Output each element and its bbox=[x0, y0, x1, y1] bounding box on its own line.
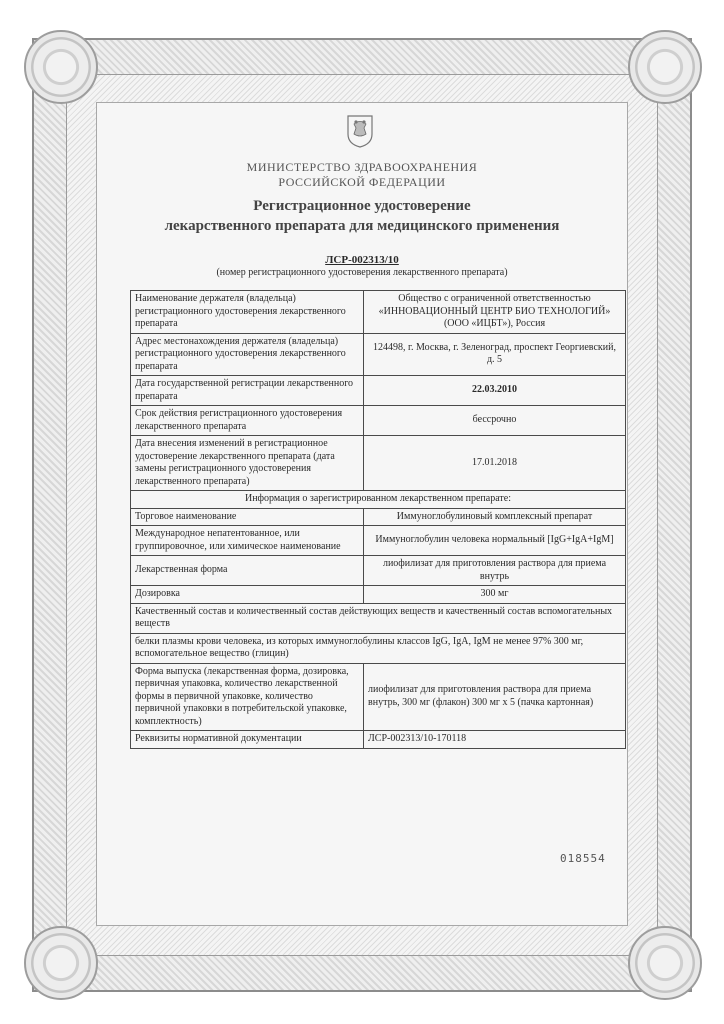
certificate-table bbox=[130, 290, 626, 749]
registration-date-value: 22.03.2010 bbox=[364, 376, 626, 406]
inn-value: Иммуноглобулин человека нормальный [IgG+IgA+IgM] bbox=[364, 526, 626, 556]
serial-number: 018554 bbox=[560, 852, 606, 865]
corner-ornament-top-right bbox=[628, 30, 702, 104]
registration-number-caption: (номер регистрационного удостоверения лекарственного препарата) bbox=[216, 267, 508, 278]
table-row bbox=[131, 663, 626, 731]
package-label: Форма выпуска (лекарственная форма, дозировка, первичная упаковка, количество лекарственной формы в первичной упаковке, количество первичной упаковки в потребительской упаковке, комплектность) bbox=[131, 663, 364, 731]
drug-info-header: Информация о зарегистрированном лекарственном препарате: bbox=[131, 491, 626, 509]
normative-doc-label: Реквизиты нормативной документации bbox=[131, 731, 364, 749]
dosage-form-label: Лекарственная форма bbox=[131, 556, 364, 586]
dosage-label: Дозировка bbox=[131, 586, 364, 604]
registration-date-label: Дата государственной регистрации лекарственного препарата bbox=[131, 376, 364, 406]
table-row bbox=[131, 376, 626, 406]
trade-name-value: Иммуноглобулиновый комплексный препарат bbox=[364, 508, 626, 526]
table-row bbox=[131, 586, 626, 604]
validity-label: Срок действия регистрационного удостоверения лекарственного препарата bbox=[131, 406, 364, 436]
table-row bbox=[131, 333, 626, 376]
normative-doc-value: ЛСР-002313/10-170118 bbox=[364, 731, 626, 749]
corner-ornament-bottom-left bbox=[24, 926, 98, 1000]
holder-value: Общество с ограниченной ответственностью «ИННОВАЦИОННЫЙ ЦЕНТР БИО ТЕХНОЛОГИЙ» (ООО «ИЦБТ»), Россия bbox=[364, 291, 626, 334]
table-row bbox=[131, 436, 626, 491]
coat-of-arms-icon bbox=[345, 114, 375, 148]
table-row bbox=[131, 406, 626, 436]
table-row bbox=[131, 491, 626, 509]
composition-label: Качественный состав и количественный состав действующих веществ и качественный состав вспомогательных веществ bbox=[131, 603, 626, 633]
document-title-line1: Регистрационное удостоверение bbox=[253, 198, 471, 214]
table-row bbox=[131, 603, 626, 633]
dosage-form-value: лиофилизат для приготовления раствора для приема внутрь bbox=[364, 556, 626, 586]
corner-ornament-bottom-right bbox=[628, 926, 702, 1000]
change-date-label: Дата внесения изменений в регистрационное удостоверение лекарственного препарата (дата замены регистрационного удостоверения лекарственного препарата) bbox=[131, 436, 364, 491]
table-row bbox=[131, 556, 626, 586]
address-value: 124498, г. Москва, г. Зеленоград, проспект Георгиевский, д. 5 bbox=[364, 333, 626, 376]
inn-label: Международное непатентованное, или группировочное, или химическое наименование bbox=[131, 526, 364, 556]
address-label: Адрес местонахождения держателя (владельца) регистрационного удостоверения лекарственного препарата bbox=[131, 333, 364, 376]
dosage-value: 300 мг bbox=[364, 586, 626, 604]
validity-value: бессрочно bbox=[364, 406, 626, 436]
composition-value: белки плазмы крови человека, из которых иммуноглобулины классов IgG, IgA, IgM не менее 97% 300 мг, вспомогательное вещество (глицин) bbox=[131, 633, 626, 663]
ministry-name-line1: МИНИСТЕРСТВО ЗДРАВООХРАНЕНИЯ bbox=[246, 160, 478, 174]
trade-name-label: Торговое наименование bbox=[131, 508, 364, 526]
document-title-line2: лекарственного препарата для медицинского применения bbox=[164, 218, 560, 234]
table-row bbox=[131, 508, 626, 526]
ministry-name-line2: РОССИЙСКОЙ ФЕДЕРАЦИИ bbox=[278, 175, 446, 189]
package-value: лиофилизат для приготовления раствора для приема внутрь, 300 мг (флакон) 300 мг х 5 (пачка картонная) bbox=[364, 663, 626, 731]
corner-ornament-top-left bbox=[24, 30, 98, 104]
registration-number: ЛСР-002313/10 bbox=[325, 254, 399, 266]
change-date-value: 17.01.2018 bbox=[364, 436, 626, 491]
table-row bbox=[131, 526, 626, 556]
table-row bbox=[131, 291, 626, 334]
table-row bbox=[131, 731, 626, 749]
holder-label: Наименование держателя (владельца) регистрационного удостоверения лекарственного препарата bbox=[131, 291, 364, 334]
table-row bbox=[131, 633, 626, 663]
